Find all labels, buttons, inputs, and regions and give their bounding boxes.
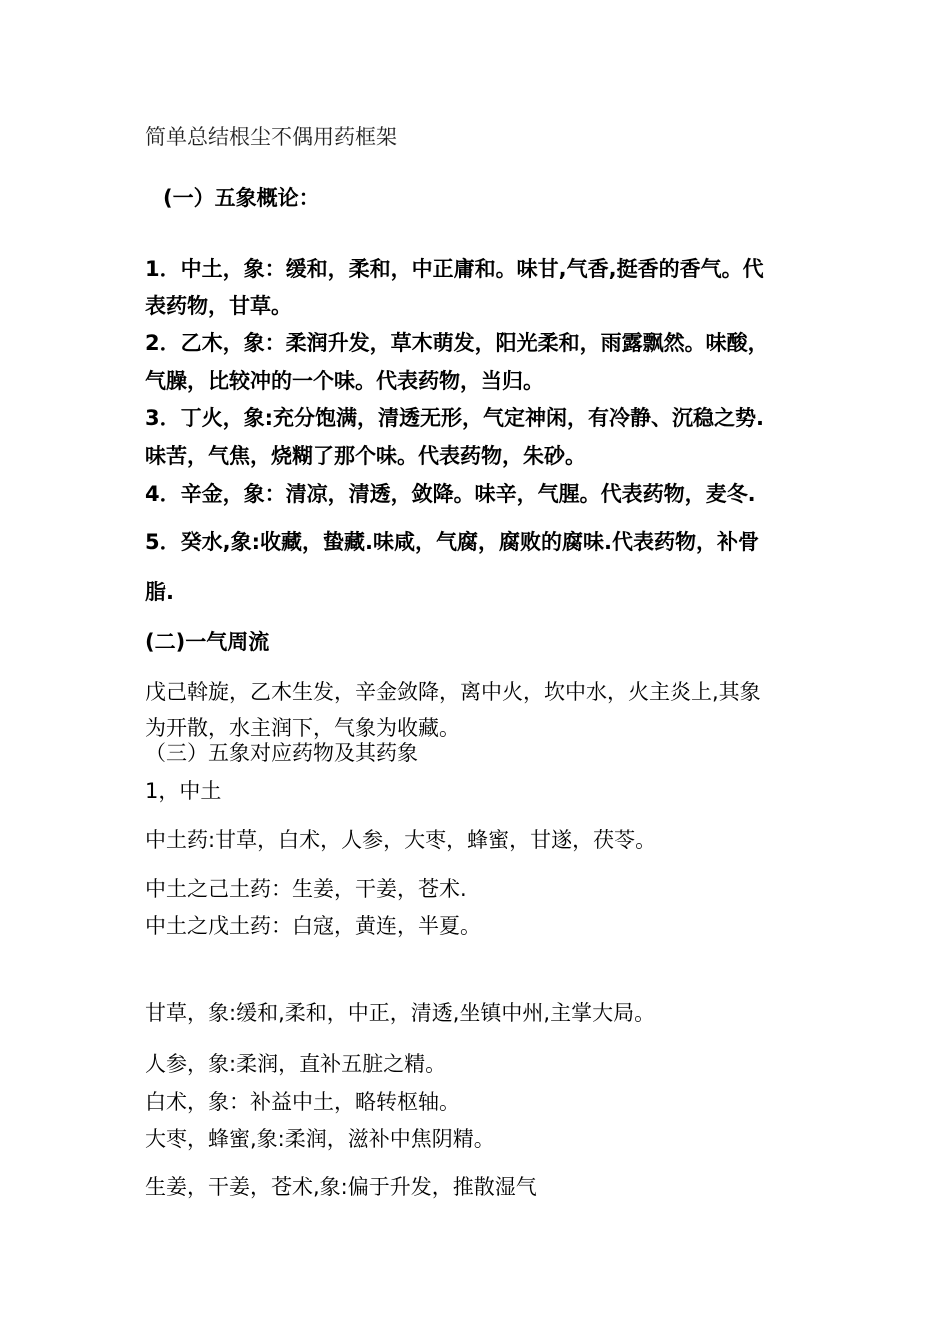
section1-heading: (一）五象概论： [163,186,320,210]
section3-med-line3: 中土之戊土药：白寇，黄连，半夏。 [145,914,481,938]
section1-item5-line1: 5．癸水,象:收藏，蛰藏.味咸，气腐，腐败的腐味.代表药物，补骨 [145,530,759,554]
section2-line2: 为开散，水主润下，气象为收藏。 [145,716,460,740]
section1-item2-line2: 气臊，比较冲的一个味。代表药物，当归。 [145,369,544,393]
section1-item2-line1: 2．乙木，象：柔润升发，草木萌发，阳光柔和，雨露飘然。味酸， [145,331,769,355]
section3-desc-line3: 白术，象：补益中土，略转枢轴。 [145,1090,460,1114]
section2-line1: 戊己斡旋，乙木生发，辛金敛降，离中火，坎中水，火主炎上,其象 [145,680,761,704]
section1-item3-line2: 味苦，气焦，烧糊了那个味。代表药物，朱砂。 [145,444,586,468]
document-title: 简单总结根尘不偶用药框架 [145,125,397,149]
section3-desc-line2: 人参，象:柔润，直补五脏之精。 [145,1052,447,1076]
section3-desc-line4: 大枣，蜂蜜,象:柔润，滋补中焦阴精。 [145,1127,495,1151]
section3-desc-line5: 生姜，干姜，苍术,象:偏于升发，推散湿气 [145,1175,537,1199]
section3-med-line2: 中土之己土药：生姜，干姜，苍术. [145,877,467,901]
section3-heading: （三）五象对应药物及其药象 [145,741,418,765]
section3-med-line1: 中土药:甘草，白术，人参，大枣，蜂蜜，甘遂，茯苓。 [145,828,657,852]
section1-item4: 4．辛金，象：清凉，清透，敛降。味辛，气腥。代表药物，麦冬. [145,482,756,506]
section3-desc-line1: 甘草，象:缓和,柔和，中正，清透,坐镇中州,主掌大局。 [145,1001,656,1025]
section1-item3-line1: 3．丁火，象:充分饱满，清透无形，气定神闲，有冷静、沉稳之势. [145,406,764,430]
section1-item1-line1: 1．中土，象：缓和，柔和，中正庸和。味甘,气香,挺香的香气。代 [145,257,764,281]
section1-item1-line2: 表药物，甘草。 [145,294,292,318]
section2-heading: (二)一气周流 [145,630,270,654]
section3-subheading: 1，中土 [145,779,222,803]
section1-item5-line2: 脂. [145,580,174,604]
